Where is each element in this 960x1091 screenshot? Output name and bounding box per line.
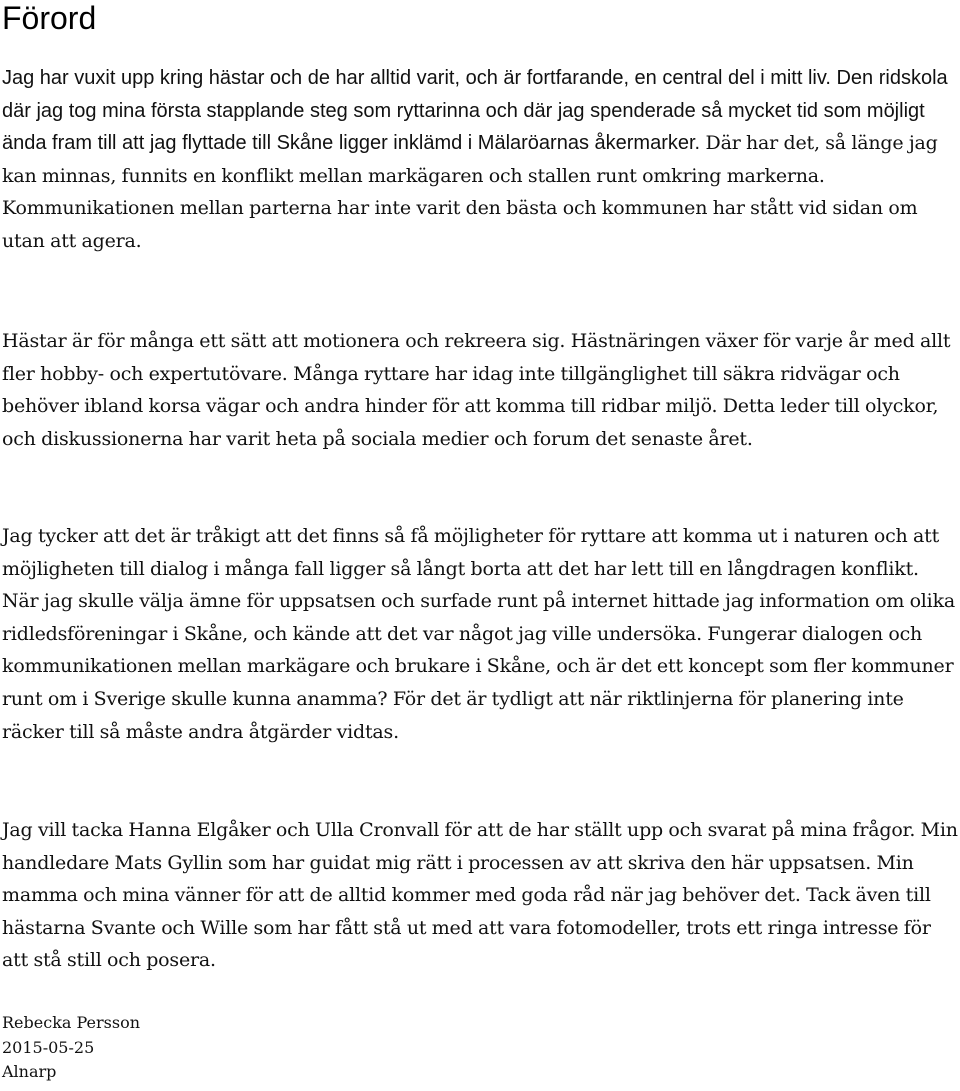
page-title: Förord bbox=[2, 0, 97, 36]
signature-block bbox=[2, 1011, 140, 1085]
paragraph-motivation: Jag tycker att det är tråkigt att det finns så få möjligheter för ryttare att komma ut i naturen och att möjligheten till dialog i många fall ligger så långt borta att det har lett till en långdragen konflikt. När jag skulle välja ämne för uppsatsen och surfade runt på internet hittade jag information om olika ridledsföreningar i Skåne, och kände att det var något jag ville undersöka. Fungerar dialogen och kommunikationen mellan markägare och brukare i Skåne, och är det ett koncept som fler kommuner runt om i Sverige skulle kunna anamma? För det är tydligt att när riktlinjerna för planering inte räcker till så måste andra åtgärder vidtas. bbox=[2, 525, 956, 743]
paragraph-acknowledgements: Jag vill tacka Hanna Elgåker och Ulla Cronvall för att de har ställt upp och svarat på mina frågor. Min handledare Mats Gyllin som har guidat mig rätt i processen av att skriva den här uppsatsen. Min mamma och mina vänner för att de alltid kommer med goda råd när jag behöver det. Tack även till hästarna Svante och Wille som har fått stå ut med att vara fotomodeller, trots ett ringa intresse för att stå still och posera. bbox=[2, 819, 958, 972]
signature-place: Alnarp bbox=[2, 1062, 57, 1081]
signature-name: Rebecka Persson bbox=[2, 1013, 141, 1032]
signature-date: 2015-05-25 bbox=[2, 1037, 95, 1057]
paragraph-intro-rest: Där har det, så länge jag kan minnas, funnits en konflikt mellan markägaren och stallen runt omkring markerna. Kommunikationen mellan parterna har inte varit den bästa och kommunen har stått vid sidan om utan att agera. bbox=[2, 132, 938, 252]
paragraph-intro bbox=[2, 62, 958, 258]
paragraph-intro-lead: Jag har vuxit upp kring hästar och de har alltid varit, och är fortfarande, en central del i mitt liv. Den ridskola där jag tog mina första stapplande steg som ryttarinna och där jag spenderade så mycket tid som möjligt ända fram till att jag flyttade till Skåne ligger inklämd i Mälaröarnas åkermarker. bbox=[2, 67, 948, 155]
paragraph-horses: Hästar är för många ett sätt att motionera och rekreera sig. Hästnäringen växer för varje år med allt fler hobby- och expertutövare. Många ryttare har idag inte tillgänglighet till säkra ridvägar och behöver ibland korsa vägar och andra hinder för att komma till ridbar miljö. Detta leder till olyckor, och diskussionerna har varit heta på sociala medier och forum det senaste året. bbox=[2, 330, 951, 450]
